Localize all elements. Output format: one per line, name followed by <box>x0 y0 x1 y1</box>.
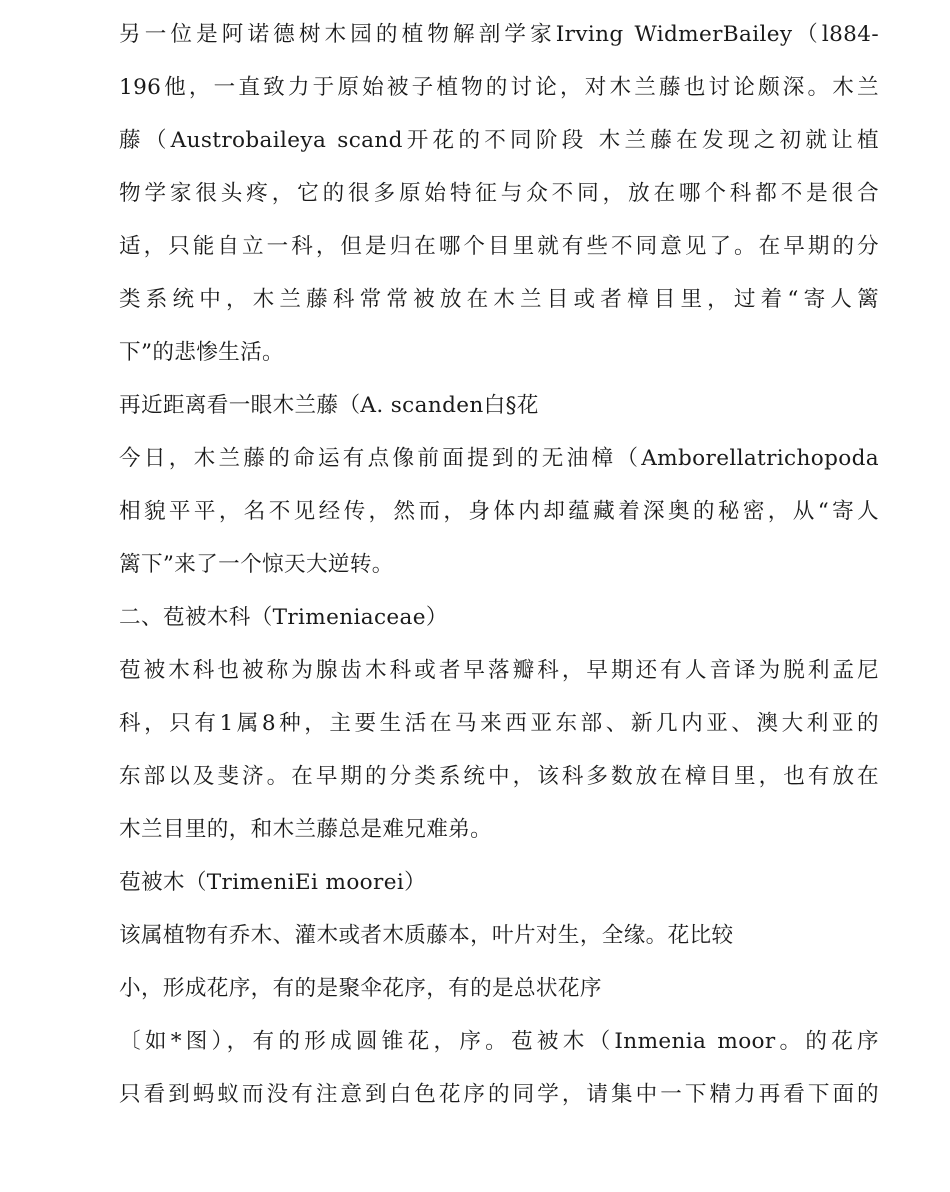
paragraph-line: 类系统中，木兰藤科常常被放在木兰目或者樟目里，过着“寄人篱 <box>119 287 879 312</box>
paragraph-line: 木兰目里的，和木兰藤总是难兄难弟。 <box>119 817 493 842</box>
paragraph-line: 〔如*图），有的形成圆锥花，序。苞被木（Inmenia moor。的花序 <box>119 1029 879 1054</box>
paragraph-line: 苞被木科也被称为腺齿木科或者早落瓣科，早期还有人音译为脱利孟尼 <box>119 658 879 683</box>
paragraph-line: 该属植物有乔木、灌木或者木质藤本，叶片对生，全缘。花比较 <box>119 923 734 948</box>
paragraph-line: 相貌平平，名不见经传，然而，身体内却蕴藏着深奥的秘密，从“寄人 <box>119 499 879 524</box>
caption-line: 苞被木（TrimeniEi moorei） <box>119 870 427 895</box>
paragraph-line: 篱下”来了一个惊天大逆转。 <box>119 552 394 577</box>
paragraph-line: 只看到蚂蚁而没有注意到白色花序的同学，请集中一下精力再看下面的 <box>119 1082 879 1107</box>
paragraph-line: 下”的悲惨生活。 <box>119 340 284 365</box>
caption-line: 再近距离看一眼木兰藤（A. scanden白§花 <box>119 393 539 418</box>
paragraph-line: 藤（Austrobaileya scand开花的不同阶段 木兰藤在发现之初就让植 <box>119 128 879 153</box>
section-heading: 二、苞被木科（Trimeniaceae） <box>119 605 448 630</box>
paragraph-line: 科，只有1属8种，主要生活在马来西亚东部、新几内亚、澳大利亚的 <box>119 711 879 736</box>
paragraph-line: 另一位是阿诺德树木园的植物解剖学家Irving WidmerBailey（l884- <box>119 22 879 47</box>
paragraph-line: 东部以及斐济。在早期的分类系统中，该科多数放在樟目里，也有放在 <box>119 764 879 789</box>
paragraph-line: 物学家很头疼，它的很多原始特征与众不同，放在哪个科都不是很合 <box>119 181 879 206</box>
paragraph-line: 今日，木兰藤的命运有点像前面提到的无油樟（Amborellatrichopoda <box>119 446 879 471</box>
paragraph-line: 196他，一直致力于原始被子植物的讨论，对木兰藤也讨论颇深。木兰 <box>119 75 879 100</box>
paragraph-line: 小，形成花序，有的是聚伞花序，有的是总状花序 <box>119 976 602 1001</box>
paragraph-line: 适，只能自立一科，但是归在哪个目里就有些不同意见了。在早期的分 <box>119 234 879 259</box>
